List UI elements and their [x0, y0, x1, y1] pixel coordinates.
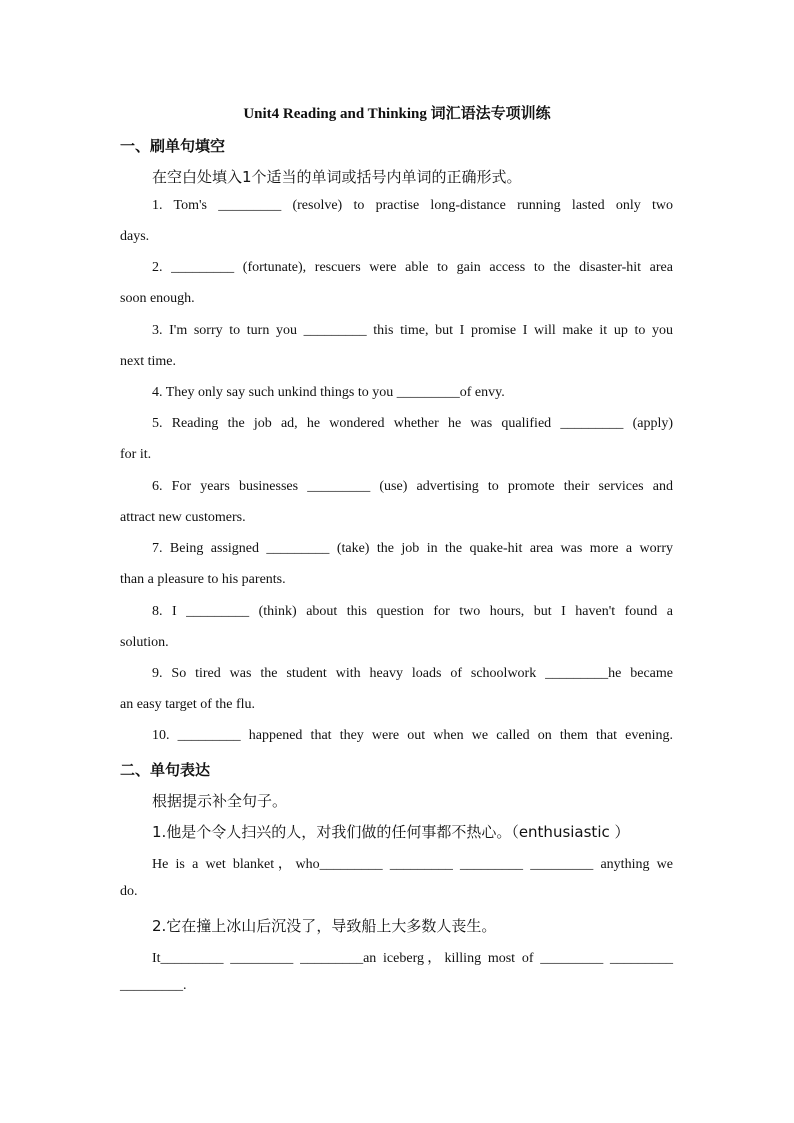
question-8-line-2: solution.: [120, 635, 169, 650]
expression-2-line-2: _________.: [120, 978, 187, 993]
question-9-line-2: an easy target of the flu.: [120, 697, 256, 712]
section-1-heading: 一、刷单句填空: [120, 137, 226, 155]
section-2-heading: 二、单句表达: [120, 761, 211, 779]
question-8-line-1: 8. I _________ (think) about this question for two hours, but I haven't found a: [152, 604, 673, 619]
expression-1-line-2: do.: [120, 884, 138, 899]
question-2-line-1: 2. _________ (fortunate), rescuers were able to gain access to the disaster-hit area: [152, 260, 673, 275]
question-7-line-1: 7. Being assigned _________ (take) the job in the quake-hit area was more a worry: [152, 541, 673, 556]
question-9-line-1: 9. So tired was the student with heavy loads of schoolwork _________he became: [152, 666, 673, 681]
section-2-instruction: 根据提示补全句子。: [152, 792, 288, 810]
section-1-instruction: 在空白处填入1个适当的单词或括号内单词的正确形式。: [152, 168, 522, 186]
question-3-line-1: 3. I'm sorry to turn you _________ this time, but I promise I will make it up to you: [152, 323, 673, 338]
page-title: Unit4 Reading and Thinking 词汇语法专项训练: [243, 106, 551, 122]
expression-1-prompt: 1.他是个令人扫兴的人，对我们做的任何事都不热心。（enthusiastic ）: [152, 823, 630, 841]
question-7-line-2: than a pleasure to his parents.: [120, 572, 286, 587]
question-1-line-2: days.: [120, 229, 150, 244]
expression-2-line-1: It_________ _________ _________an iceberg，killing most of _________ _________: [152, 951, 673, 966]
question-10-line-1: 10. _________ happened that they were out when we called on them that evening.: [152, 728, 673, 743]
expression-2-prompt: 2.它在撞上冰山后沉没了，导致船上大多数人丧生。: [152, 917, 497, 935]
question-6-line-2: attract new customers.: [120, 510, 246, 525]
expression-1-line-1: He is a wet blanket，who_________ _________ _________ _________ anything we: [152, 857, 673, 872]
question-1-line-1: 1. Tom's _________ (resolve) to practise long-distance running lasted only two: [152, 198, 673, 213]
question-6-line-1: 6. For years businesses _________ (use) advertising to promote their services and: [152, 479, 673, 494]
question-3-line-2: next time.: [120, 354, 176, 369]
question-2-line-2: soon enough.: [120, 291, 195, 306]
question-5-line-1: 5. Reading the job ad, he wondered whether he was qualified _________ (apply): [152, 416, 673, 431]
question-4-line-1: 4. They only say such unkind things to you _________of envy.: [152, 385, 505, 400]
question-5-line-2: for it.: [120, 447, 152, 462]
